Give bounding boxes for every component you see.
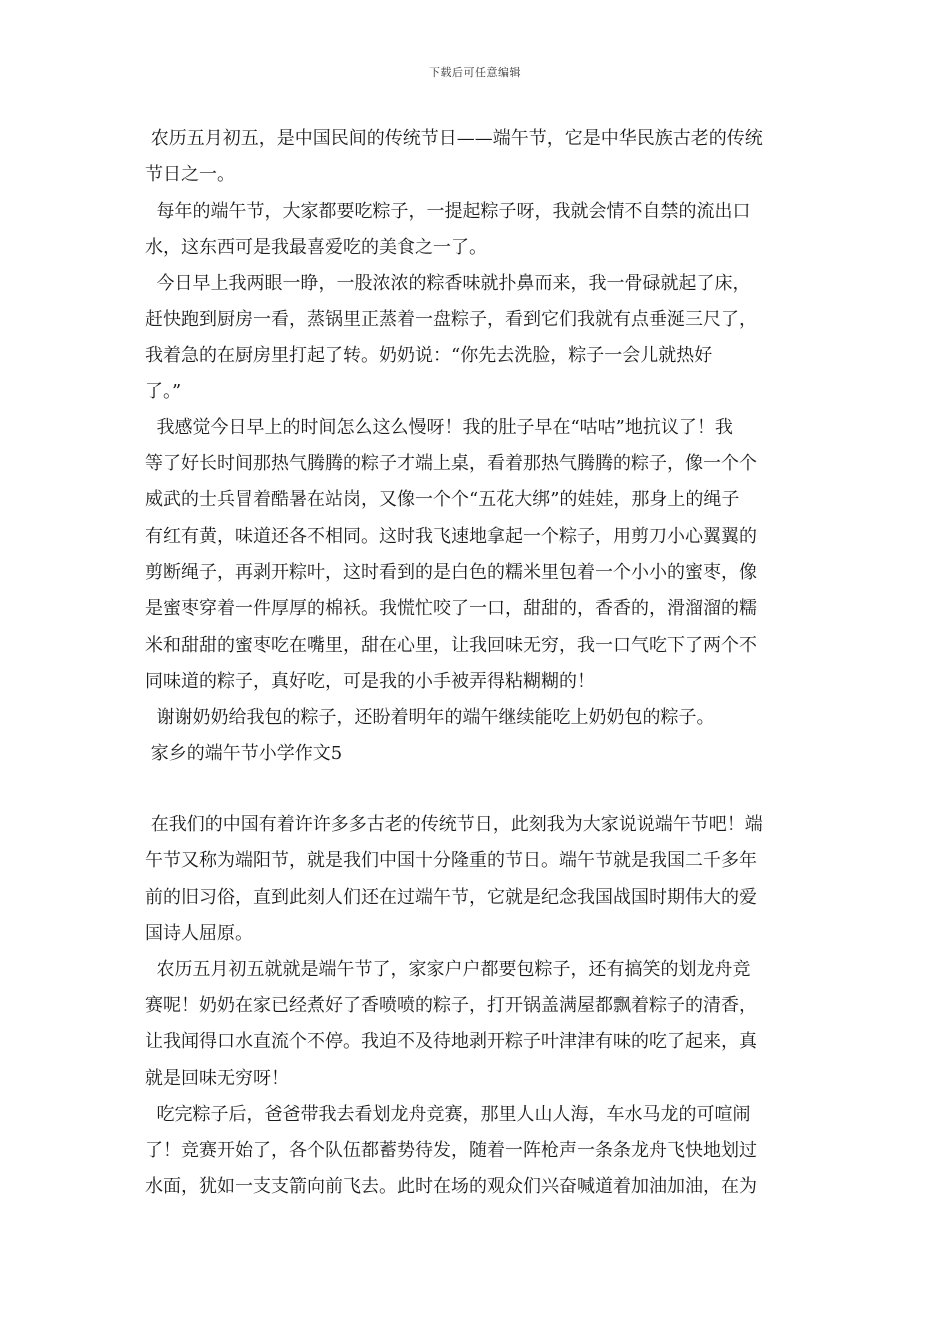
- text-line: 了！竞赛开始了，各个队伍都蓄势待发，随着一阵枪声一条条龙舟飞快地划过: [145, 1140, 757, 1161]
- text-line: 等了好长时间那热气腾腾的粽子才端上桌，看着那热气腾腾的粽子，像一个个: [145, 453, 757, 474]
- text-line: 在我们的中国有着许许多多古老的传统节日，此刻我为大家说说端午节吧！端: [145, 814, 763, 835]
- page-header: 下载后可任意编辑: [429, 66, 521, 79]
- text-line: 每年的端午节，大家都要吃粽子，一提起粽子呀，我就会情不自禁的流出口: [145, 201, 751, 222]
- text-line: 我着急的在厨房里打起了转。奶奶说：“你先去洗脸，粽子一会儿就热好: [145, 345, 713, 366]
- text-line: 节日之一。: [145, 164, 235, 185]
- text-line: 农历五月初五，是中国民间的传统节日——端午节，它是中华民族古老的传统: [145, 128, 763, 149]
- text-line: 谢谢奶奶给我包的粽子，还盼着明年的端午继续能吃上奶奶包的粽子。: [145, 707, 715, 728]
- text-line: 水面，犹如一支支箭向前飞去。此时在场的观众们兴奋喊道着加油加油，在为: [145, 1176, 757, 1197]
- text-line: 国诗人屈原。: [145, 923, 253, 944]
- text-line: 午节又称为端阳节，就是我们中国十分隆重的节日。端午节就是我国二千多年: [145, 850, 757, 871]
- text-line: 今日早上我两眼一睁，一股浓浓的粽香味就扑鼻而来，我一骨碌就起了床，: [145, 273, 751, 294]
- text-line: 让我闻得口水直流个不停。我迫不及待地剥开粽子叶津津有味的吃了起来，真: [145, 1031, 757, 1052]
- text-line: 吃完粽子后，爸爸带我去看划龙舟竞赛，那里人山人海，车水马龙的可喧闹: [145, 1104, 751, 1125]
- text-line: 赶快跑到厨房一看，蒸锅里正蒸着一盘粽子，看到它们我就有点垂涎三尺了，: [145, 309, 757, 330]
- text-line: 就是回味无穷呀！: [145, 1068, 289, 1089]
- text-line: 米和甜甜的蜜枣吃在嘴里，甜在心里，让我回味无穷，我一口气吃下了两个不: [145, 635, 757, 656]
- text-line: 水，这东西可是我最喜爱吃的美食之一了。: [145, 237, 487, 258]
- text-line: 威武的士兵冒着酷暑在站岗，又像一个个“五花大绑”的娃娃，那身上的绳子: [145, 489, 740, 510]
- text-line: 了。”: [145, 381, 182, 402]
- text-line: 同味道的粽子，真好吃，可是我的小手被弄得粘糊糊的！: [145, 671, 595, 692]
- section-title: 家乡的端午节小学作文5: [145, 743, 343, 764]
- text-line: 有红有黄，味道还各不相同。这时我飞速地拿起一个粽子，用剪刀小心翼翼的: [145, 526, 757, 547]
- text-line: 是蜜枣穿着一件厚厚的棉袄。我慌忙咬了一口，甜甜的，香香的，滑溜溜的糯: [145, 598, 757, 619]
- text-line: 前的旧习俗，直到此刻人们还在过端午节，它就是纪念我国战国时期伟大的爱: [145, 887, 757, 908]
- text-line: 剪断绳子，再剥开粽叶，这时看到的是白色的糯米里包着一个小小的蜜枣，像: [145, 562, 757, 583]
- text-line: 农历五月初五就就是端午节了，家家户户都要包粽子，还有搞笑的划龙舟竞: [145, 959, 751, 980]
- text-line: 我感觉今日早上的时间怎么这么慢呀！我的肚子早在“咕咕”地抗议了！我: [145, 417, 733, 438]
- text-line: 赛呢！奶奶在家已经煮好了香喷喷的粽子，打开锅盖满屋都飘着粽子的清香，: [145, 995, 757, 1016]
